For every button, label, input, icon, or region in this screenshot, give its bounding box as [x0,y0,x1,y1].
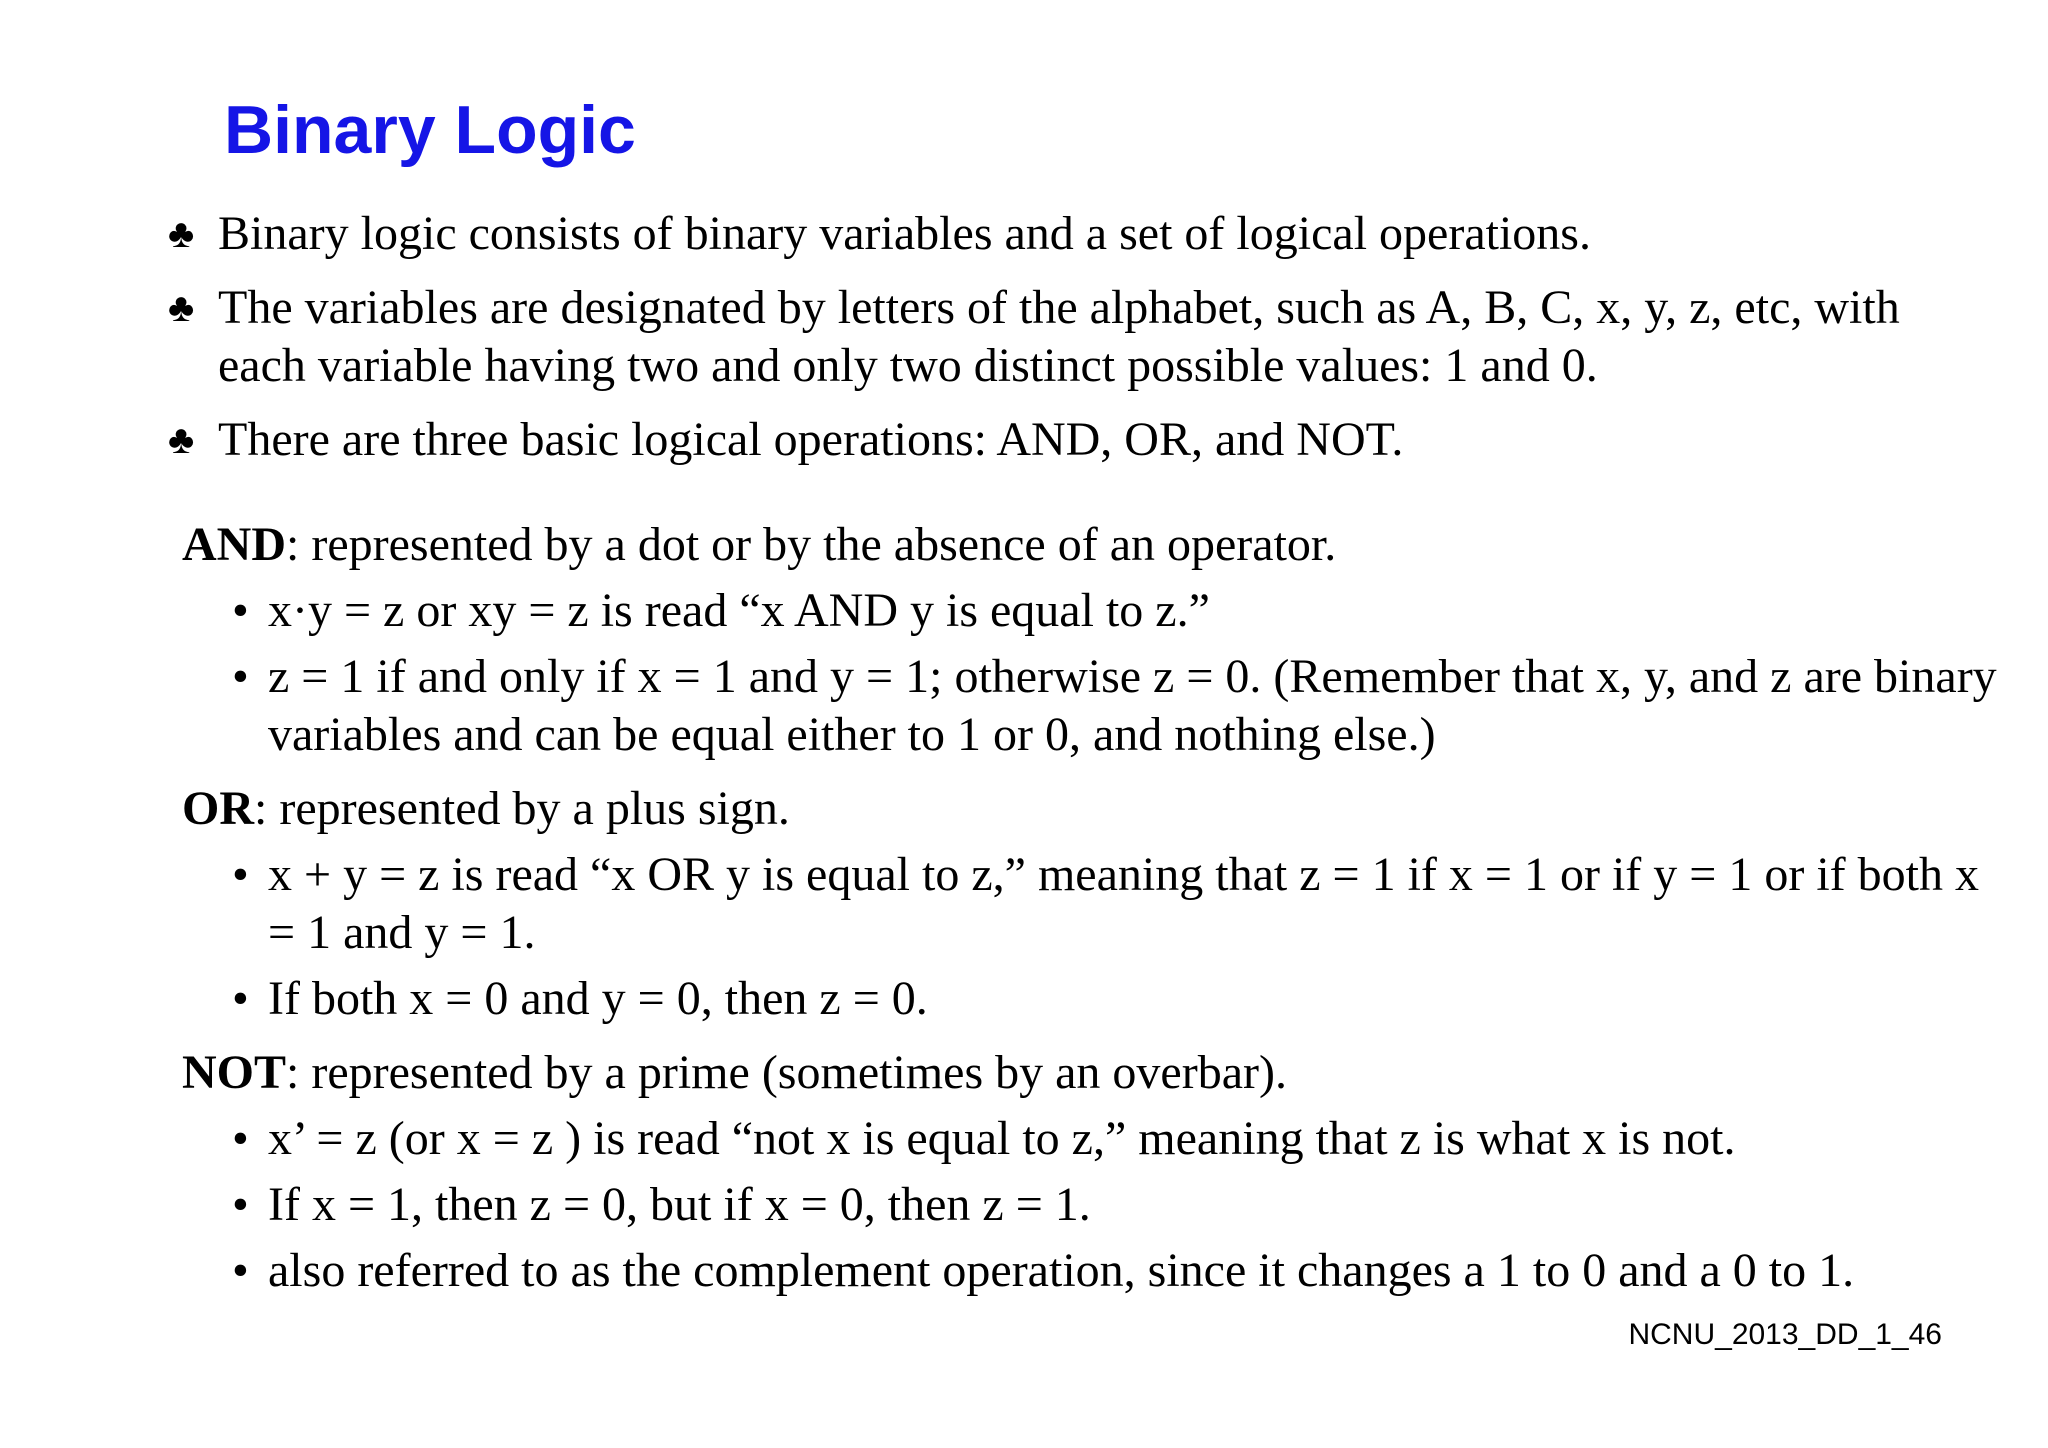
intro-text-2: The variables are designated by letters of the alphabet, such as A, B, C, x, y, z, etc, with each variable having two and only two distinct possible values: 1 and 0. [218,281,1900,392]
or-bullet [182,970,2002,1028]
and-bullet [182,582,2002,640]
not-bullet-text: If x = 1, then z = 0, but if x = 0, then z = 1. [268,1178,1091,1231]
bullet-dot-icon: • [232,848,249,901]
and-bullet-text: x·y = z or xy = z is read “x AND y is equal to z.” [268,584,1210,637]
or-description: : represented by a plus sign. [254,782,790,835]
or-bullet-text: x + y = z is read “x OR y is equal to z,” meaning that z = 1 if x = 1 or if y = 1 or if both x = 1 and y = 1. [268,848,1979,959]
bullet-dot-icon: • [232,1178,249,1231]
and-section [182,516,2002,764]
not-bullet-text: x’ = z (or x = z ) is read “not x is equal to z,” meaning that z is what x is not. [268,1112,1736,1165]
and-description: : represented by a dot or by the absence of an operator. [286,518,1337,571]
and-bullet-text: z = 1 if and only if x = 1 and y = 1; otherwise z = 0. (Remember that x, y, and z are binary variables and can be equal either to 1 or 0, and nothing else.) [268,650,1997,761]
intro-text-3: There are three basic logical operations: AND, OR, and NOT. [218,413,1404,466]
not-heading [182,1044,2002,1102]
or-heading [182,780,2002,838]
not-bullet [182,1110,2002,1168]
club-bullet-icon: ♣ [168,285,195,330]
not-description: : represented by a prime (sometimes by an overbar). [286,1046,1287,1099]
club-bullet-icon: ♣ [168,417,195,462]
slide-title: Binary Logic [224,92,636,168]
not-bullet [182,1176,2002,1234]
and-heading [182,516,2002,574]
bullet-dot-icon: • [232,1244,249,1297]
or-label: OR [182,782,254,835]
bullet-dot-icon: • [232,1112,249,1165]
not-bullet [182,1242,2002,1300]
and-bullet [182,648,2002,764]
intro-list [168,205,1968,485]
slide-footer: NCNU_2013_DD_1_46 [1628,1318,1942,1351]
intro-text-1: Binary logic consists of binary variables and a set of logical operations. [218,207,1591,260]
not-label: NOT [182,1046,287,1099]
bullet-dot-icon: • [232,584,249,637]
or-section [182,780,2002,1028]
bullet-dot-icon: • [232,972,249,1025]
and-label: AND [182,518,286,571]
or-bullet-text: If both x = 0 and y = 0, then z = 0. [268,972,928,1025]
or-bullet [182,846,2002,962]
intro-item [168,205,1968,263]
club-bullet-icon: ♣ [168,211,195,256]
bullet-dot-icon: • [232,650,249,703]
intro-item [168,279,1968,395]
not-section [182,1044,2002,1300]
intro-item [168,411,1968,469]
not-bullet-text: also referred to as the complement operation, since it changes a 1 to 0 and a 0 to 1. [268,1244,1855,1297]
